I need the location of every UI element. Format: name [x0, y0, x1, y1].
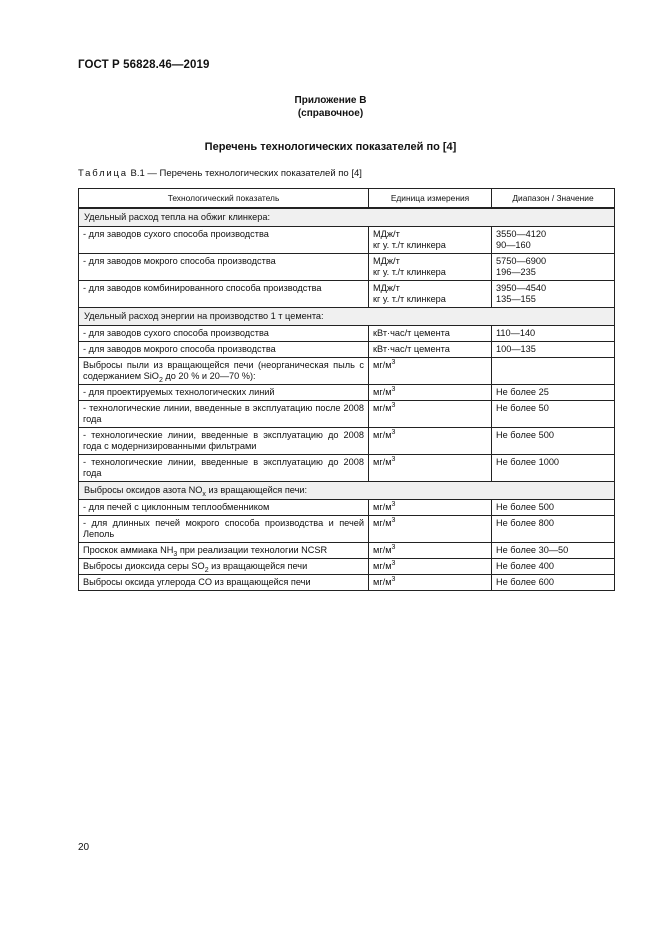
indicator-text: из вращающейся печи: — [205, 485, 308, 495]
unit-cell — [369, 575, 492, 591]
caption-label: Таблица — [78, 168, 128, 179]
indicator-cell — [79, 227, 369, 254]
value-text: Не более 500 — [496, 430, 554, 440]
unit-superscript: 3 — [391, 500, 396, 508]
indicator-text: Выбросы оксида углерода CO из вращающейся печи — [83, 577, 311, 587]
unit-cell — [369, 500, 492, 516]
indicator-cell — [79, 342, 369, 358]
indicator-text: - технологические линии, введенные в эксплуатацию после 2008 года — [83, 403, 364, 424]
value-text: 110—140 — [496, 328, 536, 338]
indicator-text: Проскок аммиака NH — [83, 545, 174, 555]
table-row — [79, 254, 615, 281]
caption-text: В.1 — Перечень технологических показателей по [4] — [127, 168, 362, 179]
unit-cell — [369, 254, 492, 281]
indicator-text: - для заводов сухого способа производства — [83, 328, 269, 338]
value-text: Не более 400 — [496, 561, 554, 571]
indicator-cell — [79, 385, 369, 401]
value-text: Не более 25 — [496, 387, 549, 397]
table-row — [79, 401, 615, 428]
unit-cell — [369, 342, 492, 358]
value-text: 3950—4540 — [496, 283, 547, 293]
unit-text: МДж/т — [373, 229, 400, 239]
value-cell — [492, 455, 615, 482]
indicator-cell — [79, 326, 369, 342]
indicator-text: - для заводов сухого способа производства — [83, 229, 269, 239]
indicators-table — [78, 188, 615, 591]
value-text: Не более 800 — [496, 518, 554, 528]
unit-text: мг/м — [373, 577, 392, 587]
unit-superscript: 3 — [391, 385, 396, 393]
value-cell — [492, 543, 615, 559]
indicator-cell — [79, 559, 369, 575]
table-row — [79, 543, 615, 559]
unit-superscript: 3 — [391, 358, 396, 366]
value-text: 196—235 — [496, 267, 536, 277]
indicator-text: до 20 % и 20—70 %): — [162, 371, 256, 381]
value-text: Не более 50 — [496, 403, 549, 413]
indicator-text: из вращающейся печи — [208, 561, 308, 571]
col-header-value: Диапазон / Значение — [492, 189, 615, 209]
value-cell — [492, 516, 615, 543]
indicator-text: Удельный расход тепла на обжиг клинкера: — [84, 212, 271, 222]
indicator-cell — [79, 401, 369, 428]
table-section-row — [79, 208, 615, 227]
unit-text: мг/м — [373, 430, 392, 440]
value-text: 100—135 — [496, 344, 536, 354]
value-cell — [492, 326, 615, 342]
indicator-text: Выбросы пыли из вращающейся печи (неорганическая пыль с содержанием SiO — [83, 360, 364, 381]
value-cell — [492, 385, 615, 401]
table-row — [79, 342, 615, 358]
indicator-cell — [79, 358, 369, 385]
table-row — [79, 358, 615, 385]
value-text: Не более 30—50 — [496, 545, 569, 555]
unit-superscript: 3 — [391, 428, 396, 436]
table-section-row — [79, 482, 615, 500]
doc-code: ГОСТ Р 56828.46—2019 — [78, 59, 210, 71]
unit-cell — [369, 559, 492, 575]
unit-text: кВт·час/т цемента — [373, 328, 450, 338]
indicator-text: - для заводов комбинированного способа производства — [83, 283, 322, 293]
indicator-text: - для заводов мокрого способа производства — [83, 256, 276, 266]
value-cell — [492, 500, 615, 516]
value-text: Не более 500 — [496, 502, 554, 512]
indicator-cell — [79, 254, 369, 281]
table-row — [79, 455, 615, 482]
indicator-subscript: x — [202, 490, 206, 498]
table-row — [79, 281, 615, 308]
unit-cell — [369, 326, 492, 342]
unit-superscript: 3 — [391, 575, 396, 583]
value-cell — [492, 428, 615, 455]
table-row — [79, 428, 615, 455]
col-header-unit: Единица измерения — [369, 189, 492, 209]
indicator-subscript: 3 — [173, 550, 178, 558]
unit-text: мг/м — [373, 457, 392, 467]
table-row — [79, 516, 615, 543]
indicator-cell — [79, 428, 369, 455]
unit-text: кг у. т./т клинкера — [373, 294, 446, 304]
value-cell — [492, 559, 615, 575]
unit-text: мг/м — [373, 387, 392, 397]
unit-text: мг/м — [373, 403, 392, 413]
unit-cell — [369, 227, 492, 254]
unit-superscript: 3 — [391, 559, 396, 567]
value-cell — [492, 401, 615, 428]
value-text: 3550—4120 — [496, 229, 547, 239]
table-caption — [78, 168, 362, 179]
value-cell — [492, 342, 615, 358]
unit-text: мг/м — [373, 561, 392, 571]
indicator-cell — [79, 500, 369, 516]
table-body — [79, 208, 615, 591]
unit-text: кг у. т./т клинкера — [373, 240, 446, 250]
value-text: Не более 1000 — [496, 457, 560, 467]
table-section-row — [79, 308, 615, 326]
unit-cell — [369, 358, 492, 385]
unit-cell — [369, 385, 492, 401]
unit-superscript: 3 — [391, 543, 396, 551]
table-header-row — [79, 189, 615, 209]
table-row — [79, 575, 615, 591]
table-row — [79, 227, 615, 254]
indicator-text: - для заводов мокрого способа производства — [83, 344, 276, 354]
unit-superscript: 3 — [391, 516, 396, 524]
unit-superscript: 3 — [391, 401, 396, 409]
unit-text: мг/м — [373, 502, 392, 512]
indicator-subscript: 2 — [158, 376, 163, 384]
unit-cell — [369, 455, 492, 482]
indicator-subscript: 2 — [204, 566, 209, 574]
indicator-cell — [79, 516, 369, 543]
unit-text: кг у. т./т клинкера — [373, 267, 446, 277]
value-cell — [492, 227, 615, 254]
indicator-text: Выбросы оксидов азота NO — [84, 485, 203, 495]
unit-cell — [369, 281, 492, 308]
indicator-text: - для проектируемых технологических линий — [83, 387, 275, 397]
unit-text: мг/м — [373, 360, 392, 370]
value-text: 135—155 — [496, 294, 536, 304]
unit-cell — [369, 516, 492, 543]
unit-superscript: 3 — [391, 455, 396, 463]
table-row — [79, 385, 615, 401]
indicator-text: - для печей с циклонным теплообменником — [83, 502, 270, 512]
indicator-cell — [79, 281, 369, 308]
indicator-text: Удельный расход энергии на производство 1 т цемента: — [84, 311, 324, 321]
appendix-subtitle: (справочное) — [297, 108, 364, 119]
unit-text: мг/м — [373, 545, 392, 555]
unit-cell — [369, 401, 492, 428]
section-cell — [79, 308, 615, 326]
section-cell — [79, 208, 615, 227]
table-row — [79, 326, 615, 342]
value-cell — [492, 358, 615, 385]
value-text: 90—160 — [496, 240, 531, 250]
section-title: Перечень технологических показателей по [4] — [204, 141, 457, 153]
col-header-indicator: Технологический показатель — [79, 189, 369, 209]
unit-text: МДж/т — [373, 283, 400, 293]
unit-text: мг/м — [373, 518, 392, 528]
value-cell — [492, 575, 615, 591]
unit-text: кВт·час/т цемента — [373, 344, 450, 354]
indicator-cell — [79, 575, 369, 591]
indicator-cell — [79, 543, 369, 559]
indicator-text: при реализации технологии NCSR — [177, 545, 328, 555]
appendix-title: Приложение В — [294, 95, 367, 106]
section-cell — [79, 482, 615, 500]
value-cell — [492, 281, 615, 308]
indicator-text: Выбросы диоксида серы SO — [83, 561, 205, 571]
indicator-text: - для длинных печей мокрого способа производства и печей Леполь — [83, 518, 364, 539]
unit-text: МДж/т — [373, 256, 400, 266]
page-number: 20 — [78, 842, 90, 853]
indicator-text: - технологические линии, введенные в эксплуатацию до 2008 года — [83, 457, 364, 478]
table-row — [79, 559, 615, 575]
unit-cell — [369, 428, 492, 455]
unit-cell — [369, 543, 492, 559]
value-text: 5750—6900 — [496, 256, 547, 266]
value-text: Не более 600 — [496, 577, 554, 587]
value-cell — [492, 254, 615, 281]
indicator-cell — [79, 455, 369, 482]
table-row — [79, 500, 615, 516]
indicator-text: - технологические линии, введенные в эксплуатацию до 2008 года с модернизированными фильтрами — [83, 430, 364, 451]
